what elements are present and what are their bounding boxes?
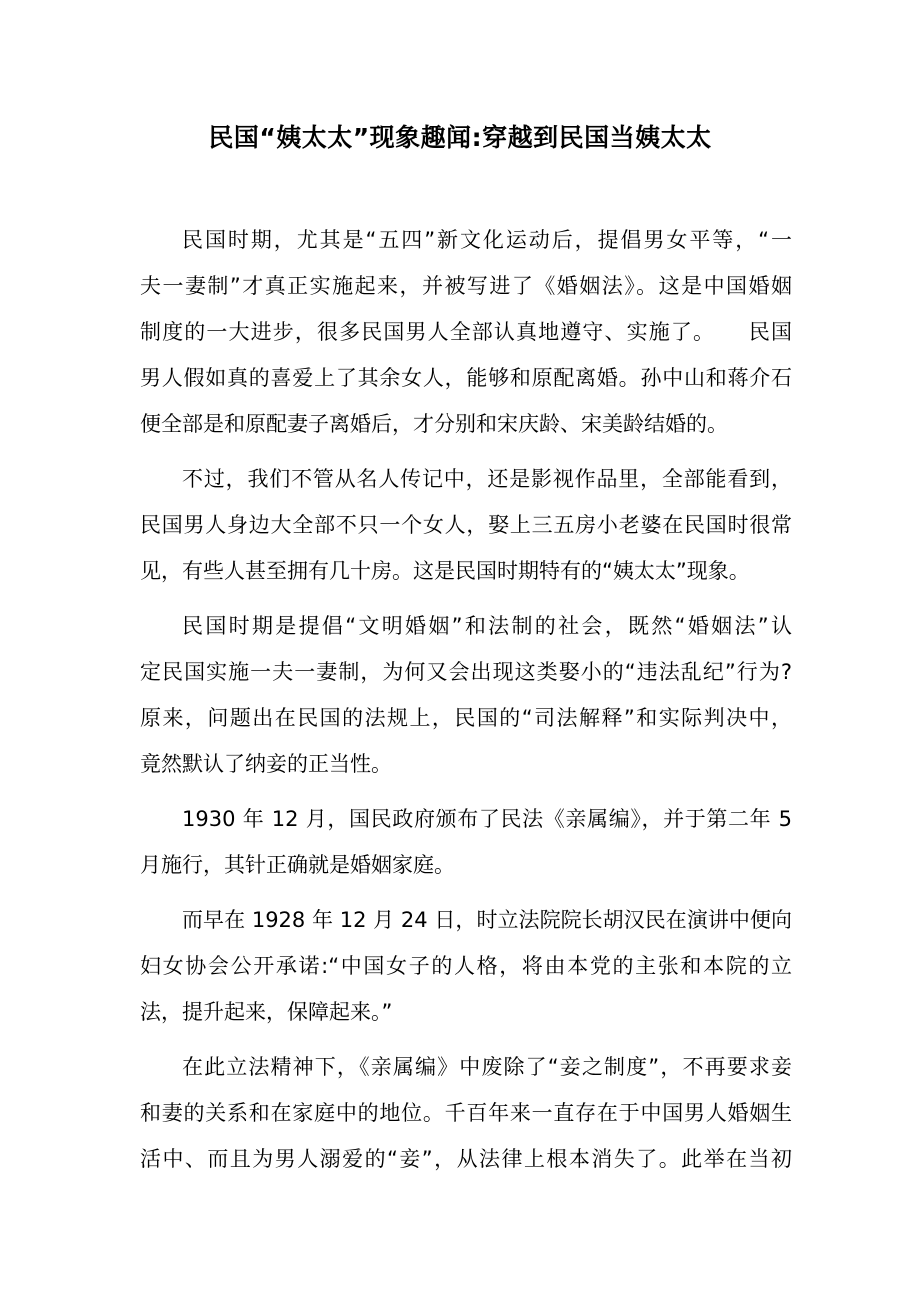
paragraph [140, 608, 792, 792]
text-line: 定民国实施一夫一妻制，为何又会出现这类娶小的“违法乱纪”行为? [140, 660, 792, 684]
text-line: 而早在 1928 年 12 月 24 日，时立法院院长胡汉民在演讲中便向 [182, 908, 792, 932]
paragraph [140, 1049, 792, 1187]
text-line: 1930 年 12 月，国民政府颁布了民法《亲属编》，并于第二年 5 [182, 807, 792, 831]
paragraph [140, 461, 792, 599]
text-line: 和妻的关系和在家庭中的地位。千百年来一直存在于中国男人婚姻生 [140, 1101, 792, 1125]
document-title: 民国“姨太太”现象趣闻:穿越到民国当姨太太 [208, 123, 712, 152]
text-line: 制度的一大进步，很多民国男人全部认真地遵守、实施了。 民国 [140, 320, 792, 344]
text-line: 男人假如真的喜爱上了其余女人，能够和原配离婚。孙中山和蒋介石 [140, 366, 792, 390]
paragraph [140, 222, 792, 452]
paragraph [140, 801, 792, 893]
text-line: 月施行，其针正确就是婚姻家庭。 [140, 853, 455, 877]
text-line: 法，提升起来，保障起来。” [140, 1000, 393, 1024]
text-line: 原来，问题出在民国的法规上，民国的“司法解释”和实际判决中， [140, 706, 792, 730]
paragraph [140, 902, 792, 1040]
text-line: 民国男人身边大全部不只一个女人，娶上三五房小老婆在民国时很常 [140, 513, 792, 537]
text-line: 便全部是和原配妻子离婚后，才分别和宋庆龄、宋美龄结婚的。 [140, 412, 728, 436]
text-line: 民国时期是提倡“文明婚姻”和法制的社会，既然“婚姻法”认 [182, 614, 792, 638]
text-line: 竟然默认了纳妾的正当性。 [140, 752, 392, 776]
text-line: 民国时期，尤其是“五四”新文化运动后，提倡男女平等，“一 [182, 228, 792, 252]
document-body [140, 222, 792, 1196]
text-line: 夫一妻制”才真正实施起来，并被写进了《婚姻法》。这是中国婚姻 [140, 274, 792, 298]
text-line: 妇女协会公开承诺:“中国女子的人格，将由本党的主张和本院的立 [140, 954, 792, 978]
text-line: 活中、而且为男人溺爱的“妾”，从法律上根本消失了。此举在当初 [140, 1147, 792, 1171]
text-line: 在此立法精神下，《亲属编》中废除了“妾之制度”，不再要求妾 [182, 1055, 792, 1079]
text-line: 不过，我们不管从名人传记中，还是影视作品里，全部能看到， [182, 467, 792, 491]
text-line: 见，有些人甚至拥有几十房。这是民国时期特有的“姨太太”现象。 [140, 559, 750, 583]
